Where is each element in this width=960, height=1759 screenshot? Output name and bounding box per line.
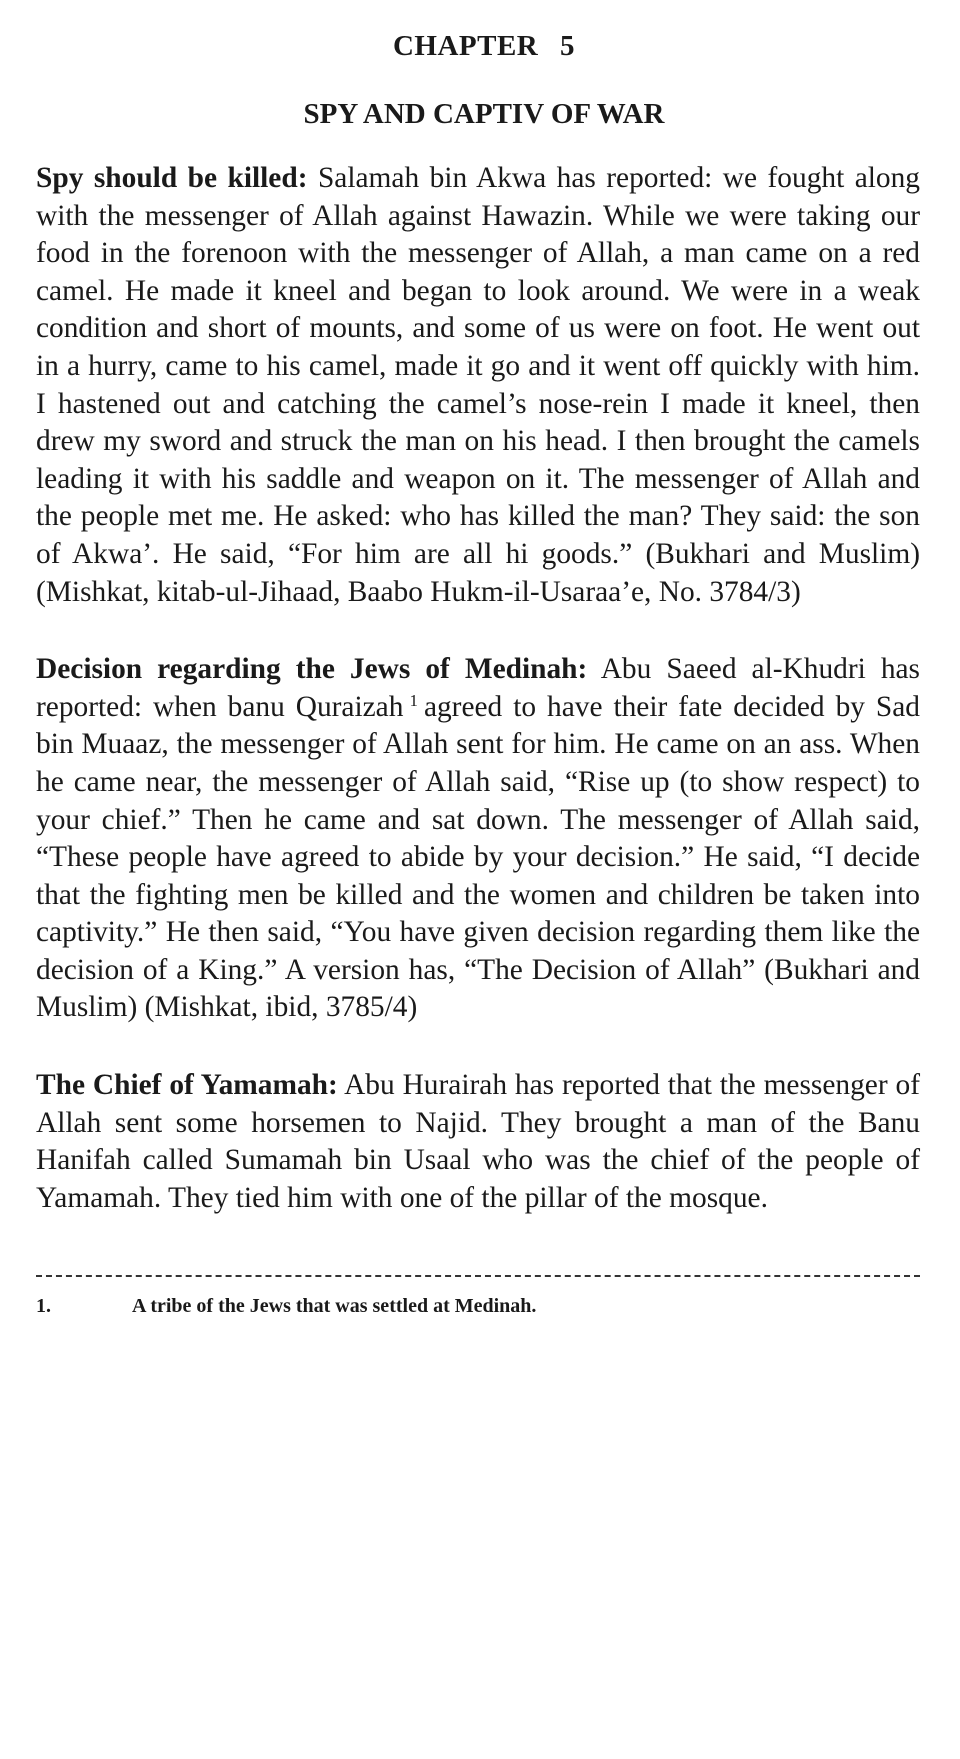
section-body: Salamah bin Akwa has reported: we fought along with the messenger of Allah against Hawazin. While we were taking our food in the forenoon with the messenger of Allah, a man came on a red camel. He made it kneel and began to look around. We were in a weak condition and short of mounts, and some of us were on foot. He went out in a hurry, came to his camel, made it go and it went off quickly with him. I hastened out and catching the camel’s nose-rein I made it kneel, then drew my sword and struck the man on his head. I then brought the camels leading it with his saddle and weapon on it. The messenger of Allah and the people met me. He asked: who has killed the man? They said: the son of Akwa’. He said, “For him are all hi goods.” (Bukhari and Muslim) (Mishkat, kitab-ul-Jihaad, Baabo Hukm-il-Usaraa’e, No. 3784/3) <box>36 162 920 608</box>
section-heading: The Chief of Yamamah: <box>36 1069 338 1102</box>
section-body-part-1: Abu Saeed al-Khudri has reported: when banu Quraizah <box>36 653 920 723</box>
section-spy-should-be-killed <box>36 160 920 611</box>
footnote-divider <box>36 1275 920 1277</box>
chapter-title: SPY AND CAPTIV OF WAR <box>303 98 665 130</box>
section-chief-of-yamamah <box>36 1067 920 1217</box>
section-decision-regarding-jews <box>36 651 920 1027</box>
document-page <box>36 24 920 1319</box>
section-heading: Decision regarding the Jews of Medinah: <box>36 653 588 686</box>
section-heading: Spy should be killed: <box>36 162 308 194</box>
footnote <box>36 1293 920 1319</box>
footnote-number: 1. <box>36 1295 51 1318</box>
section-body: Abu Hurairah has reported that the messenger of Allah sent some horsemen to Najid. They brought a man of the Banu Hanifah called Sumamah bin Usaal who was the chief of the people of Yamamah. They tied him with one of the pillar of the mosque. <box>36 1069 920 1214</box>
section-body-part-2: agreed to have their fate decided by Sad bin Muaaz, the messenger of Allah sent for him. He came on an ass. When he came near, the messenger of Allah said, “Rise up (to show respect) to your chief.” Then he came and sat down. The messenger of Allah said, “These people have agreed to abide by your decision.” He said, “I decide that the fighting men be killed and the women and children be taken into captivity.” He then said, “You have given decision regarding them like the decision of a King.” A version has, “The Decision of Allah” (Bukhari and Muslim) (Mishkat, ibid, 3785/4) <box>36 690 921 1024</box>
footnote-reference[interactable]: 1 <box>409 690 418 710</box>
chapter-label: CHAPTER 5 <box>392 30 576 62</box>
footnote-text: A tribe of the Jews that was settled at Medinah. <box>132 1295 537 1318</box>
